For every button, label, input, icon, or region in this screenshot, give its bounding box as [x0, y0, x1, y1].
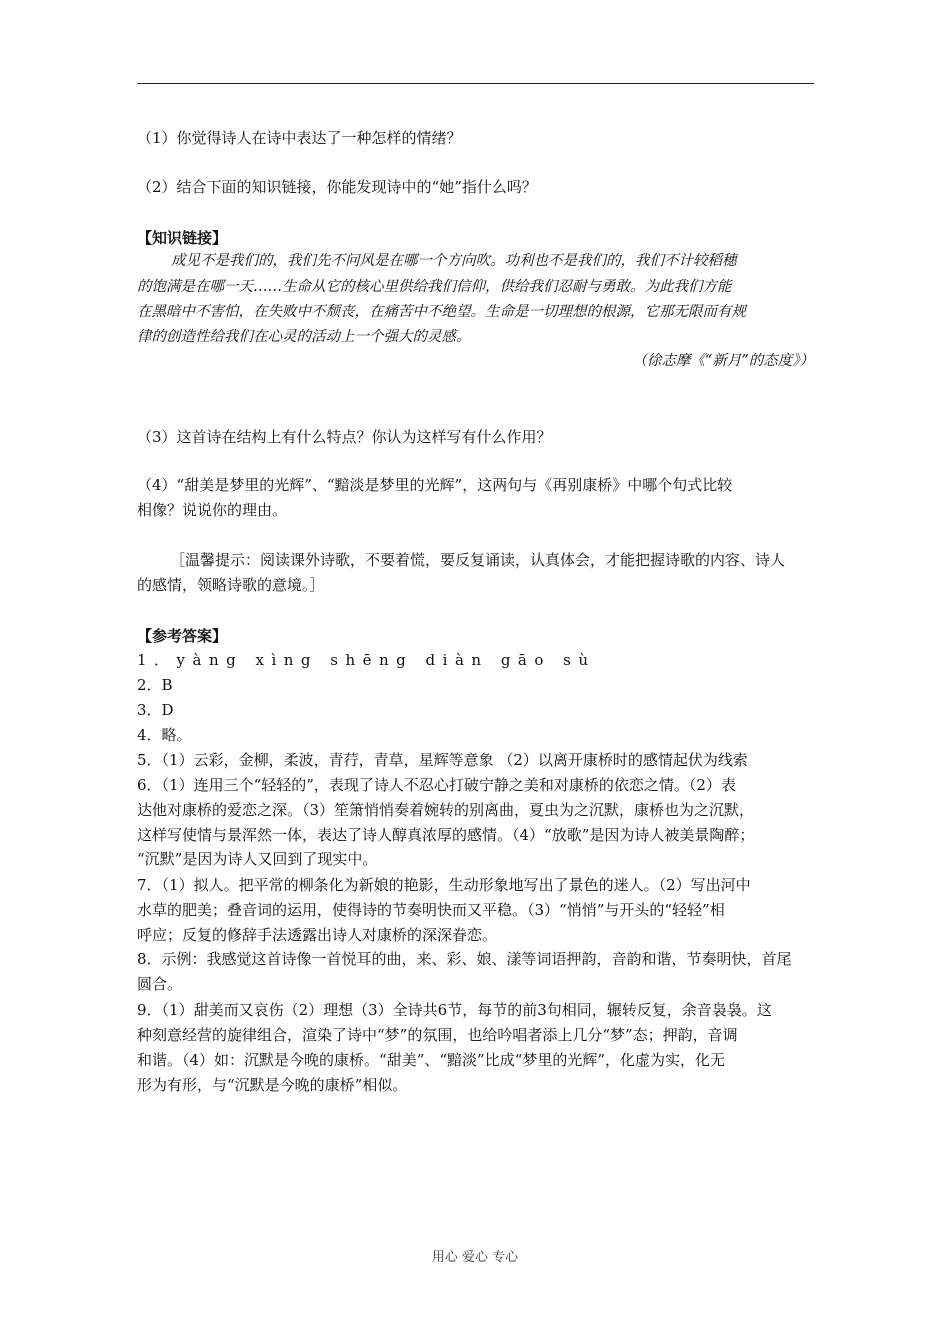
answer-line: 和谐。（4）如：沉默是今晚的康桥。“甜美”、“黯淡”比成“梦里的光辉”，化虚为实，化无: [137, 1051, 726, 1069]
answers-heading: 【参考答案】: [137, 627, 228, 645]
knowledge-line-2: 的饱满是在哪一天……生命从它的核心里供给我们信仰，供给我们忍耐与勇敢。为此我们方能: [137, 279, 732, 295]
answer-line: 6．（1）连用三个“轻轻的”，表现了诗人不忍心打破宁静之美和对康桥的依恋之情。（2）表: [137, 776, 736, 794]
knowledge-attribution: （徐志摩《“新月”的态度》）: [632, 353, 814, 369]
tip-line-1: ［温馨提示：阅读课外诗歌，不要着慌，要反复诵读，认真体会，才能把握诗歌的内容、诗人: [170, 551, 786, 569]
answer-line: 圆合。: [137, 975, 183, 993]
answer-line: 水草的肥美；叠音词的运用，使得诗的节奏明快而又平稳。（3）“悄悄”与开头的“轻轻”相: [137, 901, 725, 919]
answer-line: “沉默”是因为诗人又回到了现实中。: [137, 850, 378, 868]
page-footer: 用心 爱心 专心: [431, 1250, 519, 1265]
question-3: （3）这首诗在结构上有什么特点？你认为这样写有什么作用？: [137, 428, 552, 446]
answer-line: 种刻意经营的旋律组合，渲染了诗中“梦”的氛围，也给吟唱者添上几分“梦”态；押韵，音调: [137, 1026, 738, 1044]
answer-line: 7．（1）拟人。把平常的柳条化为新娘的艳影，生动形象地写出了景色的迷人。（2）写出河中: [137, 876, 751, 894]
knowledge-heading: 【知识链接】: [137, 229, 228, 247]
answer-line: 5．（1）云彩，金柳，柔波，青荇，青草，星辉等意象 （2）以离开康桥时的感情起伏为线索: [137, 751, 748, 769]
knowledge-line-1: 成见不是我们的，我们先不问风是在哪一个方向吹。功利也不是我们的，我们不计较稻穗: [171, 253, 737, 269]
answer-line: 3．D: [137, 701, 174, 719]
knowledge-line-3: 在黑暗中不害怕，在失败中不颓丧，在痛苦中不绝望。生命是一切理想的根源，它那无限而有规: [137, 304, 746, 320]
answer-line: 9．（1）甜美而又哀伤（2）理想（3）全诗共6节，每节的前3句相同，辗转反复，余音袅袅。这: [137, 1001, 772, 1019]
answer-line: 8．示例：我感觉这首诗像一首悦耳的曲，来、彩、娘、漾等词语押韵，音韵和谐，节奏明快，首尾: [137, 950, 792, 968]
answer-line: 1．yàng xìng shēng diàn gāo sù: [137, 651, 596, 669]
question-1: （1）你觉得诗人在诗中表达了一种怎样的情绪？: [137, 129, 462, 147]
answer-line: 这样写使情与景浑然一体，表达了诗人醇真浓厚的感情。（4）“放歌”是因为诗人被美景陶醉；: [137, 826, 755, 844]
question-4-line-1: （4）“甜美是梦里的光辉”、“黯淡是梦里的光辉”，这两句与《再别康桥》中哪个句式比较: [137, 476, 733, 494]
answer-line: 4．略。: [137, 726, 192, 744]
answer-line: 达他对康桥的爱恋之深。（3）笙箫悄悄奏着婉转的别离曲，夏虫为之沉默，康桥也为之沉默，: [137, 801, 755, 819]
header-rule: [137, 83, 814, 84]
answer-line: 呼应；反复的修辞手法透露出诗人对康桥的深深眷恋。: [137, 926, 498, 944]
answer-line: 形为有形，与“沉默是今晚的康桥”相似。: [137, 1076, 408, 1094]
knowledge-line-4: 律的创造性给我们在心灵的活动上一个强大的灵感。: [137, 329, 471, 345]
question-4-line-2: 相像？说说你的理由。: [137, 501, 288, 519]
answer-line: 2．B: [137, 676, 173, 694]
question-2: （2）结合下面的知识链接，你能发现诗中的“她”指什么吗？: [137, 178, 537, 196]
tip-line-2: 的感情，领略诗歌的意境。］: [137, 576, 325, 594]
